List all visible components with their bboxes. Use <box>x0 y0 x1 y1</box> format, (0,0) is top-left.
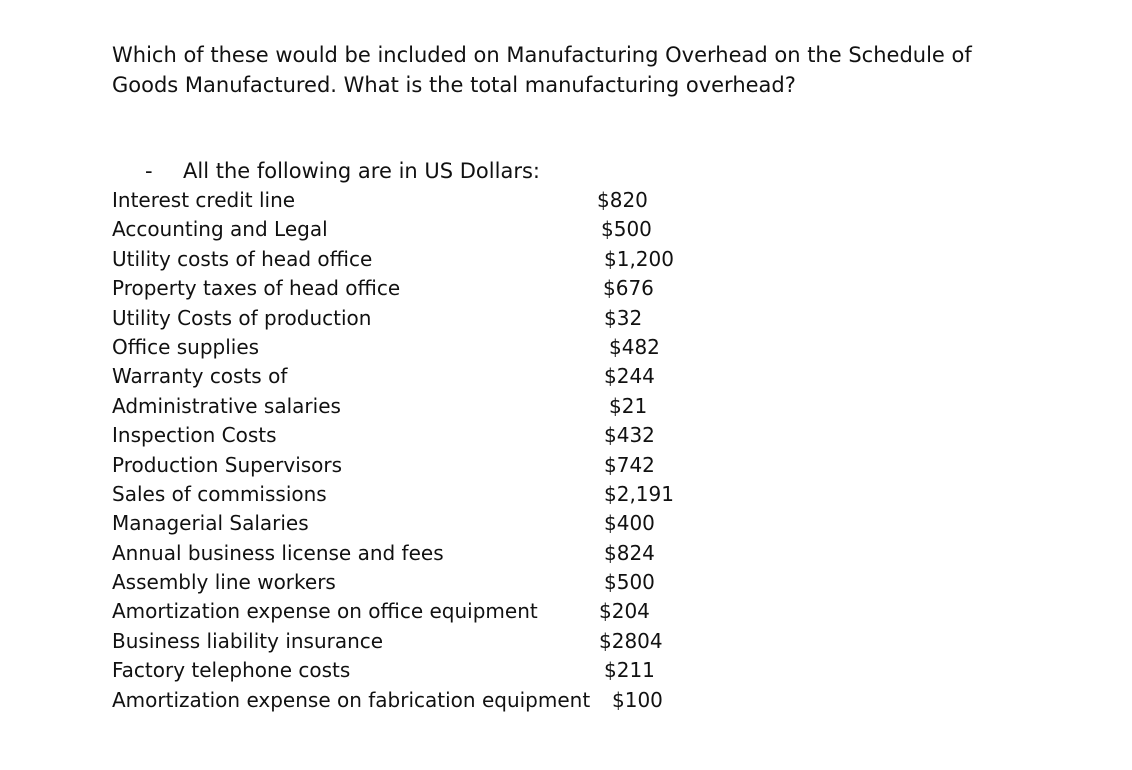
cost-amount: $100 <box>612 687 663 712</box>
cost-label: Office supplies <box>112 334 260 359</box>
cost-row <box>112 597 732 626</box>
cost-row <box>112 304 732 333</box>
cost-row <box>112 509 732 538</box>
cost-label: Annual business license and fees <box>112 540 444 565</box>
bullet-dash: - <box>145 159 153 183</box>
cost-amount: $1,200 <box>604 246 674 271</box>
cost-amount: $2804 <box>599 628 663 653</box>
cost-row <box>112 274 732 303</box>
cost-label: Accounting and Legal <box>112 217 328 242</box>
cost-label: Warranty costs of <box>112 364 288 389</box>
cost-amount: $32 <box>604 305 643 330</box>
cost-amount: $742 <box>604 452 655 477</box>
cost-row <box>112 686 732 715</box>
intro-text: All the following are in US Dollars: <box>183 159 540 183</box>
cost-amount: $676 <box>603 276 654 301</box>
cost-label: Factory telephone costs <box>112 658 351 683</box>
cost-label: Amortization expense on fabrication equipment <box>112 687 591 712</box>
cost-row <box>112 186 732 215</box>
cost-amount: $211 <box>604 658 655 683</box>
cost-amount: $204 <box>599 599 650 624</box>
cost-list <box>112 186 732 715</box>
cost-amount: $482 <box>609 334 660 359</box>
cost-row <box>112 333 732 362</box>
cost-amount: $824 <box>604 540 655 565</box>
cost-row <box>112 568 732 597</box>
cost-amount: $21 <box>609 393 648 418</box>
cost-amount: $500 <box>601 217 652 242</box>
question-text: Which of these would be included on Manufacturing Overhead on the Schedule of Goods Manufactured. What is the total manufacturing overhead? <box>112 43 972 97</box>
cost-amount: $400 <box>604 511 655 536</box>
cost-label: Utility costs of head office <box>112 246 373 271</box>
cost-amount: $244 <box>604 364 655 389</box>
cost-amount: $820 <box>597 188 648 212</box>
cost-label: Administrative salaries <box>112 393 341 418</box>
cost-amount: $432 <box>604 423 655 448</box>
cost-row <box>112 656 732 685</box>
cost-row <box>112 215 732 244</box>
cost-label: Assembly line workers <box>112 570 336 595</box>
cost-label: Interest credit line <box>112 188 296 212</box>
cost-label: Utility Costs of production <box>112 305 372 330</box>
cost-row <box>112 451 732 480</box>
cost-label: Inspection Costs <box>112 423 277 448</box>
cost-label: Amortization expense on office equipment <box>112 599 538 624</box>
cost-row <box>112 421 732 450</box>
cost-row <box>112 539 732 568</box>
cost-row <box>112 627 732 656</box>
cost-row <box>112 480 732 509</box>
cost-label: Managerial Salaries <box>112 511 309 536</box>
cost-row <box>112 362 732 391</box>
cost-row <box>112 245 732 274</box>
cost-label: Production Supervisors <box>112 452 343 477</box>
cost-label: Business liability insurance <box>112 628 384 653</box>
cost-row <box>112 392 732 421</box>
cost-label: Sales of commissions <box>112 481 327 506</box>
cost-label: Property taxes of head office <box>112 276 401 301</box>
intro-line <box>145 158 540 184</box>
cost-amount: $500 <box>604 570 655 595</box>
cost-amount: $2,191 <box>604 481 674 506</box>
